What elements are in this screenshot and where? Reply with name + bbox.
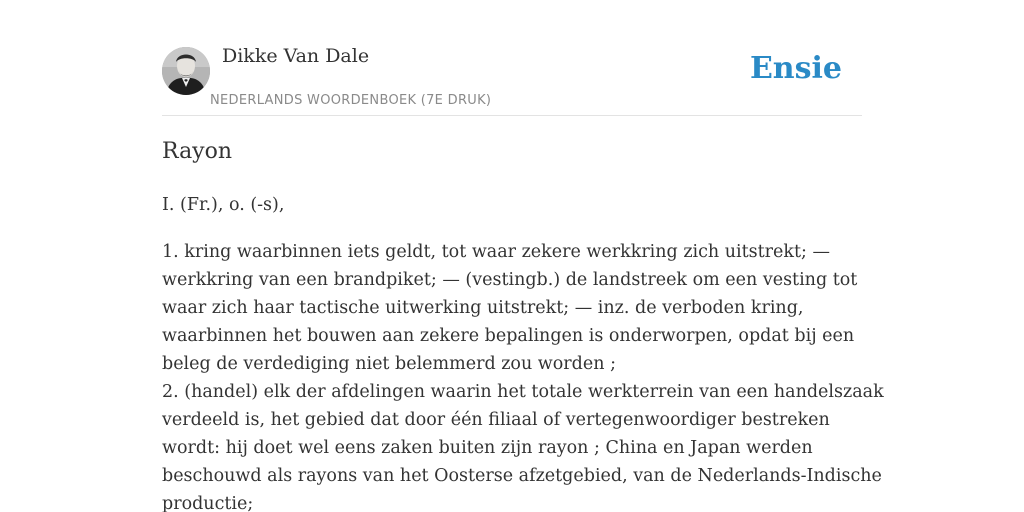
ensie-logo-link[interactable]: Ensie <box>749 51 842 86</box>
avatar[interactable] <box>162 47 210 95</box>
page-title: Rayon <box>162 139 233 164</box>
definition-line: 1. kring waarbinnen iets geldt, tot waar zekere werkkring zich uitstrekt; — <box>162 242 830 262</box>
author-name[interactable]: Dikke Van Dale <box>222 45 370 67</box>
portrait-icon <box>162 47 210 95</box>
definition-line: 2. (handel) elk der afdelingen waarin het totale werkterrein van een handelszaak <box>162 382 884 402</box>
entry-content <box>162 191 884 512</box>
page-container <box>162 0 884 512</box>
definition-line: waarbinnen het bouwen aan zekere bepalingen is onderworpen, opdat bij een <box>162 326 855 346</box>
definition-line: wordt: hij doet wel eens zaken buiten zijn rayon ; China en Japan werden <box>162 438 813 458</box>
definition-line: waar zich haar tactische uitwerking uitstrekt; — inz. de verboden kring, <box>162 298 804 318</box>
dictionary-subtitle[interactable]: NEDERLANDS WOORDENBOEK (7E DRUK) <box>210 93 492 108</box>
entry-intro: I. (Fr.), o. (-s), <box>162 195 285 215</box>
definition-line: beschouwd als rayons van het Oosterse afzetgebied, van de Nederlands-Indische <box>162 466 882 486</box>
header <box>162 0 862 116</box>
definition-line: verdeeld is, het gebied dat door één filiaal of vertegenwoordiger bestreken <box>162 410 830 430</box>
definition-line: beleg de verdediging niet belemmerd zou worden ; <box>162 354 616 374</box>
definition-line: werkkring van een brandpiket; — (vestingb.) de landstreek om een vesting tot <box>162 270 858 290</box>
definition-line: productie; <box>162 494 254 512</box>
